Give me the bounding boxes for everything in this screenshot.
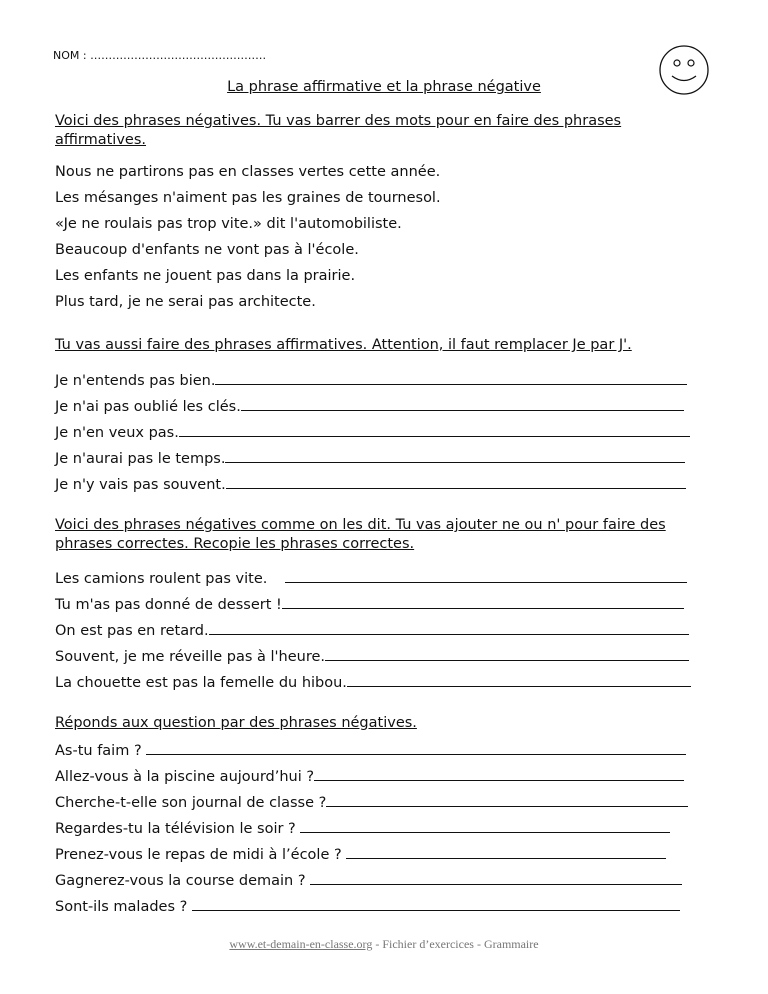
section2-instruction: Tu vas aussi faire des phrases affirmatives. Attention, il faut remplacer Je par J'. [55,337,632,353]
section4-row [55,818,670,837]
section4-row [55,896,680,915]
section1-sentence: Plus tard, je ne serai pas architecte. [55,294,316,310]
answer-line[interactable] [325,646,689,661]
answer-line[interactable] [282,594,684,609]
section4-row [55,740,686,759]
section3-instruction: Voici des phrases négatives comme on les dit. Tu vas ajouter ne ou n' pour faire des phrases correctes. Recopie les phrases correctes. [55,517,666,552]
section2-row [55,474,686,493]
name-field-label: NOM : ………………………………………… [53,49,267,62]
section4-question: Sont-ils malades ? [55,899,188,915]
section3-sentence: Les camions roulent pas vite. [55,571,268,587]
section3-sentence: On est pas en retard. [55,623,209,639]
answer-line[interactable] [347,672,691,687]
answer-line[interactable] [310,870,682,885]
section2-sentence: Je n'aurai pas le temps. [55,451,226,467]
section3-row [55,594,684,613]
answer-line[interactable] [192,896,680,911]
section1-sentence: Beaucoup d'enfants ne vont pas à l'école. [55,242,359,258]
answer-line[interactable] [300,818,670,833]
section2-sentence: Je n'en veux pas. [55,425,179,441]
section4-row [55,870,682,889]
section3-row [55,646,689,665]
section3-sentence: Souvent, je me réveille pas à l'heure. [55,649,325,665]
section4-row [55,844,666,863]
answer-line[interactable] [241,396,684,411]
answer-line[interactable] [209,620,689,635]
section2-sentence: Je n'y vais pas souvent. [55,477,226,493]
answer-line[interactable] [179,422,690,437]
answer-line[interactable] [146,740,686,755]
footer-link[interactable]: www.et-demain-en-classe.org [229,937,373,951]
answer-line[interactable] [215,370,687,385]
section1-sentence: Nous ne partirons pas en classes vertes cette année. [55,164,441,180]
section4-question: Prenez-vous le repas de midi à l’école ? [55,847,342,863]
answer-line[interactable] [226,474,686,489]
answer-line[interactable] [225,448,685,463]
section1-instruction: Voici des phrases négatives. Tu vas barrer des mots pour en faire des phrases affirmatives. [55,113,622,148]
section4-question: Gagnerez-vous la course demain ? [55,873,306,889]
footer-text: - Fichier d’exercices - Grammaire [372,937,539,951]
page-footer [0,937,768,952]
section4-question: Regardes-tu la télévision le soir ? [55,821,296,837]
page-title: La phrase affirmative et la phrase négative [227,79,541,95]
section3-sentence: Tu m'as pas donné de dessert ! [55,597,282,613]
section4-row [55,792,688,811]
section3-row [55,672,691,691]
answer-line[interactable] [326,792,688,807]
section1-sentence: «Je ne roulais pas trop vite.» dit l'automobiliste. [55,216,402,232]
section2-sentence: Je n'ai pas oublié les clés. [55,399,241,415]
section3-row [55,620,689,639]
section1-sentence: Les enfants ne jouent pas dans la prairie. [55,268,356,284]
section2-row [55,370,687,389]
section3-sentence: La chouette est pas la femelle du hibou. [55,675,347,691]
section1-sentence: Les mésanges n'aiment pas les graines de tournesol. [55,190,441,206]
answer-line[interactable] [285,568,687,583]
section2-sentence: Je n'entends pas bien. [55,373,216,389]
answer-line[interactable] [314,766,684,781]
answer-line[interactable] [346,844,666,859]
section2-row [55,396,684,415]
section4-question: As-tu faim ? [55,743,142,759]
section4-question: Allez-vous à la piscine aujourd’hui ? [55,769,315,785]
section4-row [55,766,684,785]
section4-question: Cherche-t-elle son journal de classe ? [55,795,327,811]
section4-instruction: Réponds aux question par des phrases négatives. [55,715,417,731]
section3-row [55,568,687,587]
section2-row [55,448,685,467]
section2-row [55,422,690,441]
